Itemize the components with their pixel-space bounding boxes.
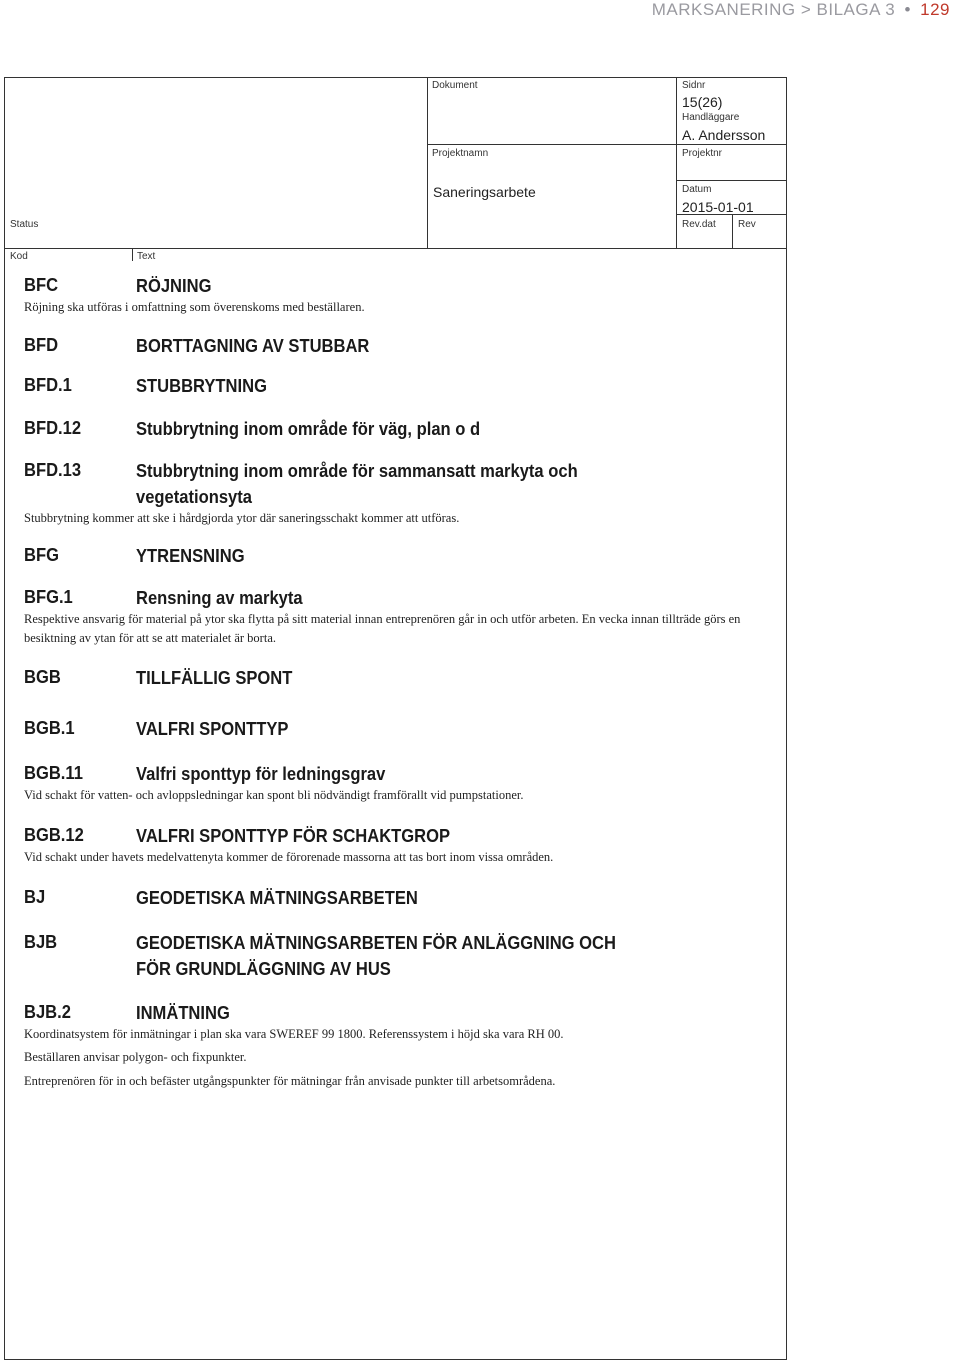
heading-bfd-1: STUBBRYTNING <box>136 376 267 396</box>
code-bfd-13: BFD.13 <box>24 460 82 480</box>
heading-bgb-12: VALFRI SPONTTYP FÖR SCHAKTGROP <box>136 826 451 846</box>
title-divider-rev <box>732 214 733 249</box>
handlaggare-value: A. Andersson <box>682 127 766 143</box>
heading-bfc: RÖJNING <box>136 276 212 296</box>
code-bgb: BGB <box>24 667 61 687</box>
datum-value: 2015-01-01 <box>682 199 754 215</box>
title-row-line-1 <box>427 144 787 145</box>
document-frame <box>4 77 787 1360</box>
text-label: Text <box>137 251 156 262</box>
sidnr-value: 15(26) <box>682 94 723 110</box>
code-bj: BJ <box>24 887 46 907</box>
heading-bgb-1: VALFRI SPONTTYP <box>136 719 289 739</box>
title-divider-left <box>427 77 428 249</box>
code-bjb: BJB <box>24 932 58 952</box>
page-number: 129 <box>920 0 950 19</box>
code-bfc: BFC <box>24 275 59 295</box>
code-bfg-1: BFG.1 <box>24 587 73 607</box>
kod-label: Kod <box>10 251 28 262</box>
heading-bfd: BORTTAGNING AV STUBBAR <box>136 336 370 356</box>
heading-bfd-12: Stubbrytning inom område för väg, plan o d <box>136 419 481 439</box>
datum-label: Datum <box>682 184 712 195</box>
status-label: Status <box>10 219 39 230</box>
handlaggare-label: Handläggare <box>682 112 740 123</box>
paragraph-bgb-12: Vid schakt under havets medelvattenyta kommer de förorenade massorna att tas bort inom vissa områden. <box>24 850 554 864</box>
revdat-label: Rev.dat <box>682 219 716 230</box>
heading-bjb-line1: GEODETISKA MÄTNINGSARBETEN FÖR ANLÄGGNING OCH <box>136 933 616 953</box>
heading-bgb: TILLFÄLLIG SPONT <box>136 668 293 688</box>
code-bgb-1: BGB.1 <box>24 718 75 738</box>
projektnamn-value: Saneringsarbete <box>433 184 536 200</box>
heading-bjb-line2: FÖR GRUNDLÄGGNING AV HUS <box>136 959 391 979</box>
projektnamn-label: Projektnamn <box>432 148 489 159</box>
section-breadcrumb: MARKSANERING > BILAGA 3 <box>651 0 896 19</box>
heading-bfd-13-line1: Stubbrytning inom område för sammansatt markyta och <box>136 461 578 481</box>
heading-bfd-13-line2: vegetationsyta <box>136 487 252 507</box>
heading-bj: GEODETISKA MÄTNINGSARBETEN <box>136 888 418 908</box>
paragraph-bjb-2-2: Beställaren anvisar polygon- och fixpunkter. <box>24 1050 247 1064</box>
code-bjb-2: BJB.2 <box>24 1002 71 1022</box>
code-bfd-1: BFD.1 <box>24 375 72 395</box>
code-bfd: BFD <box>24 335 59 355</box>
paragraph-bfg-1: Respektive ansvarig för material på ytor ska flytta på sitt material innan entreprenören går in och utför arbeten. En vecka innan tillträde görs en besiktning av ytan för att se att materialet är borta. <box>24 612 741 645</box>
heading-bfg: YTRENSNING <box>136 546 245 566</box>
sidnr-label: Sidnr <box>682 80 706 91</box>
heading-bgb-11: Valfri sponttyp för ledningsgrav <box>136 764 386 784</box>
paragraph-bfc: Röjning ska utföras i omfattning som överenskoms med beställaren. <box>24 300 365 314</box>
title-row-line-2 <box>676 180 787 181</box>
paragraph-bgb-11: Vid schakt för vatten- och avloppsledningar kan spont bli nödvändigt framförallt vid pumpstationer. <box>24 788 524 802</box>
projektnr-label: Projektnr <box>682 148 723 159</box>
code-bgb-12: BGB.12 <box>24 825 84 845</box>
paragraph-bjb-2-3: Entreprenören för in och befäster utgångspunkter för mätningar från anvisade punkter till arbetsområdena. <box>24 1074 556 1088</box>
paragraph-bjb-2-1: Koordinatsystem för inmätningar i plan ska vara SWEREF 99 1800. Referenssystem i höjd ska vara RH 00. <box>24 1027 564 1041</box>
page-header <box>652 0 950 20</box>
title-divider-mid <box>676 77 677 249</box>
dokument-label: Dokument <box>432 80 478 91</box>
kod-text-divider <box>132 249 133 261</box>
code-bfd-12: BFD.12 <box>24 418 82 438</box>
heading-bfg-1: Rensning av markyta <box>136 588 303 608</box>
code-bfg: BFG <box>24 545 59 565</box>
rev-label: Rev <box>738 219 756 230</box>
heading-bjb-2: INMÄTNING <box>136 1003 230 1023</box>
title-block-bottom <box>4 248 787 249</box>
code-bgb-11: BGB.11 <box>24 763 83 783</box>
paragraph-bfd-13: Stubbrytning kommer att ske i hårdgjorda ytor där saneringsschakt kommer att utföras. <box>24 511 460 525</box>
bullet-separator: • <box>904 0 911 19</box>
